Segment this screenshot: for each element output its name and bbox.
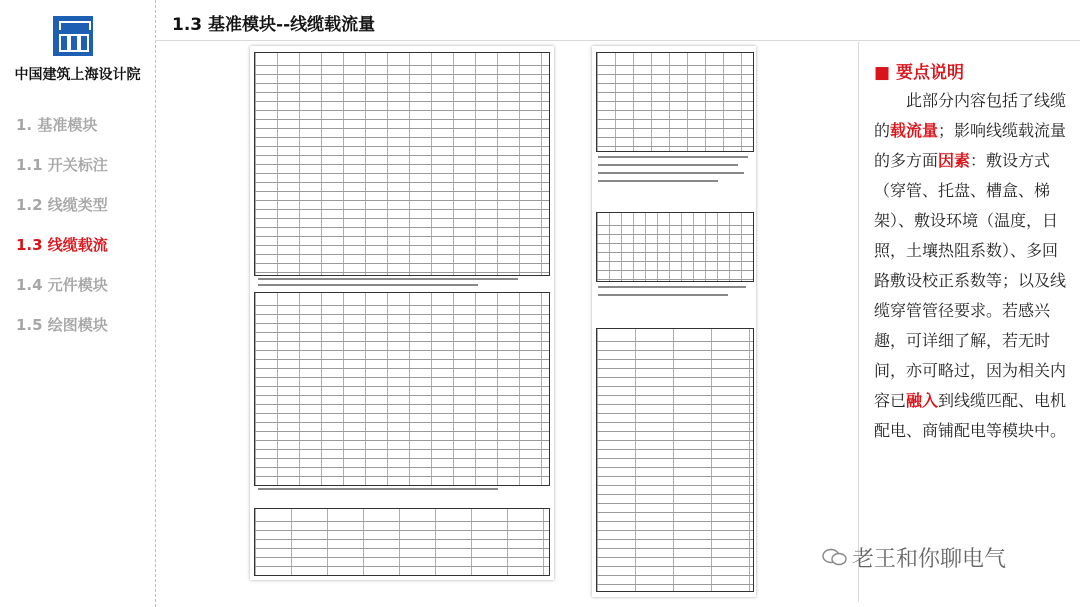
kp-text-4: 到线缆匹配、电机配电、商铺配电等模块中。 bbox=[874, 391, 1067, 440]
sidebar bbox=[0, 0, 156, 607]
conduit-table bbox=[596, 328, 754, 592]
sidebar-item-component-module[interactable]: 1.4 元件模块 bbox=[16, 276, 108, 294]
legend-table bbox=[254, 508, 550, 576]
watermark: 老王和你聊电气 bbox=[852, 547, 1007, 572]
sidebar-item-baseline-module[interactable]: 1. 基准模块 bbox=[16, 116, 98, 134]
correction-factor-table bbox=[596, 52, 754, 152]
conduit-size-table bbox=[254, 292, 550, 486]
sidebar-item-drawing-module[interactable]: 1.5 绘图模块 bbox=[16, 316, 108, 334]
sidebar-item-switch-labeling[interactable]: 1.1 开关标注 bbox=[16, 156, 108, 174]
document-page-left bbox=[250, 46, 554, 580]
kp-text-2: ；影响线缆载流量的多方面 bbox=[874, 121, 1067, 170]
multi-circuit-table bbox=[596, 212, 754, 282]
sidebar-item-cable-ampacity[interactable]: 1.3 线缆载流 bbox=[16, 236, 108, 254]
key-points-heading: ■ 要点说明 bbox=[874, 63, 964, 83]
page-title: 1.3 基准模块--线缆载流量 bbox=[172, 15, 376, 35]
key-points-body bbox=[874, 86, 1072, 446]
kp-highlight-factors: 因素 bbox=[938, 151, 971, 170]
sidebar-item-cable-type[interactable]: 1.2 线缆类型 bbox=[16, 196, 108, 214]
ampacity-table bbox=[254, 52, 550, 276]
document-page-right bbox=[592, 46, 756, 597]
company-logo bbox=[53, 16, 93, 56]
wechat-icon bbox=[822, 548, 848, 566]
key-points-heading-text: 要点说明 bbox=[895, 63, 964, 83]
org-name: 中国建筑上海设计院 bbox=[14, 67, 141, 83]
kp-highlight-merged: 融入 bbox=[906, 391, 939, 410]
kp-text-1: 此部分内容包括了线缆的 bbox=[874, 91, 1067, 140]
kp-text-3: ：敷设方式（穿管、托盘、槽盒、梯架）、敷设环境（温度，日照，土壤热阻系数）、多回路敷设校正系数等；以及线缆穿管管径要求。若感兴趣，可详细了解，若无时间，亦可略过，因为相关内容已 bbox=[874, 151, 1067, 410]
kp-highlight-ampacity: 载流量 bbox=[890, 121, 939, 140]
panel-divider bbox=[858, 42, 859, 602]
